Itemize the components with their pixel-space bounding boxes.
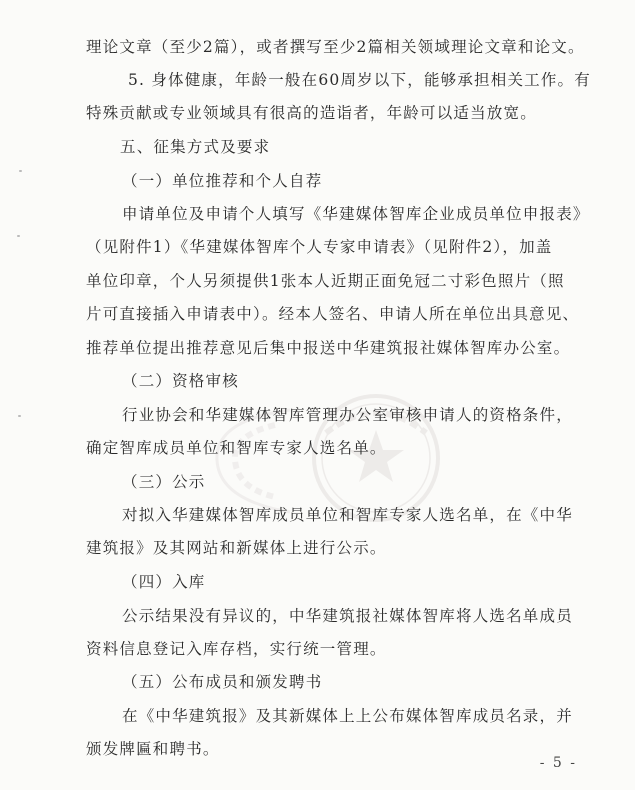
text-line: 确定智库成员单位和智库专家人选名单。 xyxy=(86,439,387,457)
text-line: 在《中华建筑报》及其新媒体上上公布媒体智库成员名录，并 xyxy=(122,707,573,725)
text-line: 特殊贡献或专业领域具有很高的造诣者，年龄可以适当放宽。 xyxy=(86,104,537,122)
subsection-heading: （四）入库 xyxy=(122,573,206,591)
text-line: 申请单位及申请个人填写《华建媒体智库企业成员单位申报表》 xyxy=(122,205,590,223)
text-line: 公示结果没有异议的，中华建筑报社媒体智库将人选名单成员 xyxy=(122,607,573,625)
scan-speck xyxy=(17,235,20,237)
text-line: 理论文章（至少2篇），或者撰写至少2篇相关领域理论文章和论文。 xyxy=(86,38,585,56)
text-line: 对拟入华建媒体智库成员单位和智库专家人选名单，在《中华 xyxy=(122,506,573,524)
scan-speck xyxy=(18,415,21,417)
subsection-heading: （三）公示 xyxy=(122,473,206,491)
subsection-heading: （五）公布成员和颁发聘书 xyxy=(122,673,323,691)
text-line: 片可直接插入申请表中）。经本人签名、申请人所在单位出具意见、 xyxy=(86,305,580,323)
text-line: 5. 身体健康，年龄一般在60周岁以下，能够承担相关工作。有 xyxy=(128,71,591,89)
page-number: - 5 - xyxy=(539,755,577,771)
subsection-heading: （二）资格审核 xyxy=(122,372,239,390)
text-line: 单位印章，个人另须提供1张本人近期正面免冠二寸彩色照片（照 xyxy=(86,272,565,290)
scan-speck xyxy=(19,170,22,172)
text-line: 推荐单位提出推荐意见后集中报送中华建筑报社媒体智库办公室。 xyxy=(86,339,571,357)
text-line: 行业协会和华建媒体智库管理办公室审核申请人的资格条件， xyxy=(122,406,573,424)
text-line: 颁发牌匾和聘书。 xyxy=(86,740,220,758)
subsection-heading: （一）单位推荐和个人自荐 xyxy=(122,172,323,190)
text-line: 资料信息登记入库存档，实行统一管理。 xyxy=(86,640,387,658)
text-line: 建筑报》及其网站和新媒体上进行公示。 xyxy=(86,539,387,557)
section-heading: 五、征集方式及要求 xyxy=(120,138,271,156)
text-line: （见附件1）《华建媒体智库个人专家申请表》（见附件2），加盖 xyxy=(86,238,553,256)
